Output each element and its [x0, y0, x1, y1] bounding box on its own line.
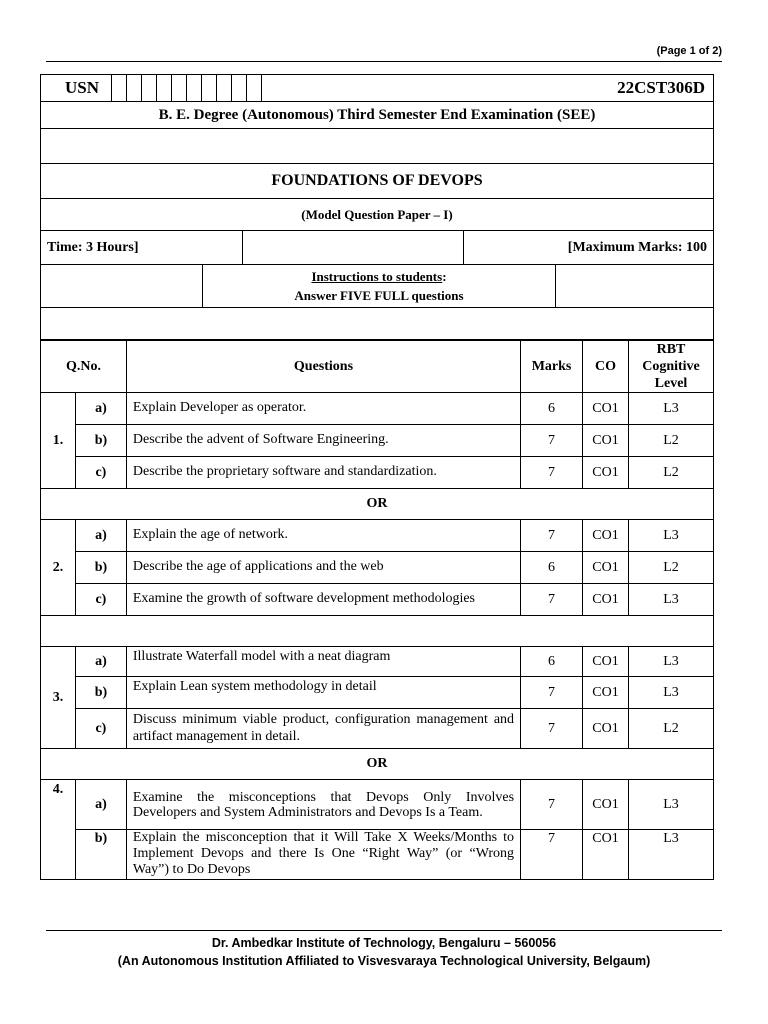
- blank-row: [41, 129, 714, 164]
- co-header: CO: [583, 341, 629, 393]
- instructions-text: Answer FIVE FULL questions: [294, 288, 464, 303]
- level-value: L3: [628, 520, 713, 552]
- level-value: L3: [628, 677, 713, 709]
- blank-cell: [41, 265, 203, 307]
- table-row: [41, 425, 714, 457]
- co-value: CO1: [583, 520, 629, 552]
- usn-digit-box[interactable]: [112, 75, 127, 101]
- co-value: CO1: [583, 709, 629, 749]
- or-separator: [41, 749, 714, 780]
- subject-title: FOUNDATIONS OF DEVOPS: [41, 164, 714, 199]
- marks-value: 7: [521, 425, 583, 457]
- co-value: CO1: [583, 780, 629, 830]
- question-text: Discuss minimum viable product, configuration management and artifact management in detail.: [126, 709, 520, 749]
- usn-digit-box[interactable]: [172, 75, 187, 101]
- table-row: [41, 584, 714, 616]
- usn-digit-box[interactable]: [127, 75, 142, 101]
- usn-row: [41, 75, 714, 102]
- instructions-heading: Instructions to students: [311, 269, 443, 284]
- part-label: a): [75, 780, 126, 830]
- part-label: a): [75, 520, 126, 552]
- page-number: (Page 1 of 2): [656, 45, 722, 57]
- marks-value: 6: [521, 393, 583, 425]
- level-value: L3: [628, 584, 713, 616]
- table-row: [41, 830, 714, 880]
- instructions-colon: :: [442, 269, 447, 284]
- table-header-row: [41, 341, 714, 393]
- question-number: 1.: [41, 393, 76, 489]
- questions-table: [40, 340, 714, 880]
- part-label: c): [75, 457, 126, 489]
- maximum-marks: [Maximum Marks: 100: [567, 239, 707, 255]
- question-text: Explain Lean system methodology in detail: [126, 677, 520, 709]
- institution-affiliation: (An Autonomous Institution Affiliated to Visvesvaraya Technological University, Belgaum): [117, 954, 651, 968]
- exam-header-table: [40, 74, 714, 340]
- question-text: Describe the proprietary software and standardization.: [126, 457, 520, 489]
- table-row: [41, 552, 714, 584]
- blank-cell: [556, 265, 714, 307]
- table-row: [41, 677, 714, 709]
- footer-rule: [46, 930, 722, 931]
- co-value: CO1: [583, 393, 629, 425]
- or-label: OR: [41, 489, 714, 520]
- paper-type: (Model Question Paper – I): [41, 199, 714, 231]
- usn-digit-box[interactable]: [232, 75, 247, 101]
- part-label: b): [75, 552, 126, 584]
- level-value: L3: [628, 780, 713, 830]
- institution-name: Dr. Ambedkar Institute of Technology, Bengaluru – 560056: [211, 936, 557, 950]
- table-row: [41, 647, 714, 677]
- exam-duration: Time: 3 Hours]: [41, 231, 243, 264]
- marks-value: 7: [521, 457, 583, 489]
- footer: [0, 934, 768, 970]
- co-value: CO1: [583, 425, 629, 457]
- marks-value: 6: [521, 552, 583, 584]
- usn-digit-box[interactable]: [157, 75, 172, 101]
- table-row: [41, 780, 714, 830]
- level-value: L2: [628, 709, 713, 749]
- question-number: 4.: [41, 780, 76, 880]
- usn-digit-box[interactable]: [247, 75, 262, 101]
- part-label: b): [75, 425, 126, 457]
- co-value: CO1: [583, 677, 629, 709]
- qno-header: Q.No.: [41, 341, 127, 393]
- marks-value: 7: [521, 584, 583, 616]
- marks-value: 7: [521, 780, 583, 830]
- part-label: c): [75, 709, 126, 749]
- question-text: Explain the age of network.: [126, 520, 520, 552]
- usn-digit-box[interactable]: [202, 75, 217, 101]
- blank-cell: [243, 231, 464, 264]
- part-label: b): [75, 677, 126, 709]
- table-row: [41, 393, 714, 425]
- co-value: CO1: [583, 552, 629, 584]
- usn-digit-box[interactable]: [217, 75, 232, 101]
- rbt-header: RBT Cognitive Level: [628, 341, 713, 393]
- marks-header: Marks: [521, 341, 583, 393]
- question-number: 3.: [41, 647, 76, 749]
- table-row: [41, 457, 714, 489]
- blank-row: [41, 308, 714, 340]
- instructions-block: [203, 265, 556, 307]
- usn-label: USN: [41, 75, 112, 101]
- marks-value: 6: [521, 647, 583, 677]
- or-label: OR: [41, 749, 714, 780]
- usn-digit-box[interactable]: [142, 75, 157, 101]
- level-value: L3: [628, 393, 713, 425]
- or-separator: [41, 489, 714, 520]
- question-number: 2.: [41, 520, 76, 616]
- co-value: CO1: [583, 647, 629, 677]
- header-rule: [46, 61, 722, 62]
- questions-header: Questions: [126, 341, 520, 393]
- level-value: L3: [628, 647, 713, 677]
- co-value: CO1: [583, 830, 629, 880]
- question-text: Examine the misconceptions that Devops Only Involves Developers and System Administrators and Devops Is a Team.: [126, 780, 520, 830]
- level-value: L3: [628, 830, 713, 880]
- course-code: 22CST306D: [617, 78, 705, 97]
- question-text: Illustrate Waterfall model with a neat diagram: [126, 647, 520, 677]
- marks-value: 7: [521, 677, 583, 709]
- table-row: [41, 709, 714, 749]
- blank-row: [41, 616, 714, 647]
- co-value: CO1: [583, 584, 629, 616]
- level-value: L2: [628, 552, 713, 584]
- level-value: L2: [628, 457, 713, 489]
- marks-value: 7: [521, 709, 583, 749]
- degree-line: B. E. Degree (Autonomous) Third Semester End Examination (SEE): [41, 102, 714, 129]
- table-row: [41, 520, 714, 552]
- question-text: Examine the growth of software development methodologies: [126, 584, 520, 616]
- level-value: L2: [628, 425, 713, 457]
- question-text: Explain the misconception that it Will Take X Weeks/Months to Implement Devops and there Is One “Right Way” (or “Wrong Way”) to Do Devops: [126, 830, 520, 880]
- question-text: Describe the age of applications and the web: [126, 552, 520, 584]
- marks-value: 7: [521, 830, 583, 880]
- part-label: b): [75, 830, 126, 880]
- usn-digit-box[interactable]: [187, 75, 202, 101]
- part-label: c): [75, 584, 126, 616]
- part-label: a): [75, 393, 126, 425]
- co-value: CO1: [583, 457, 629, 489]
- marks-value: 7: [521, 520, 583, 552]
- question-text: Describe the advent of Software Engineering.: [126, 425, 520, 457]
- question-text: Explain Developer as operator.: [126, 393, 520, 425]
- part-label: a): [75, 647, 126, 677]
